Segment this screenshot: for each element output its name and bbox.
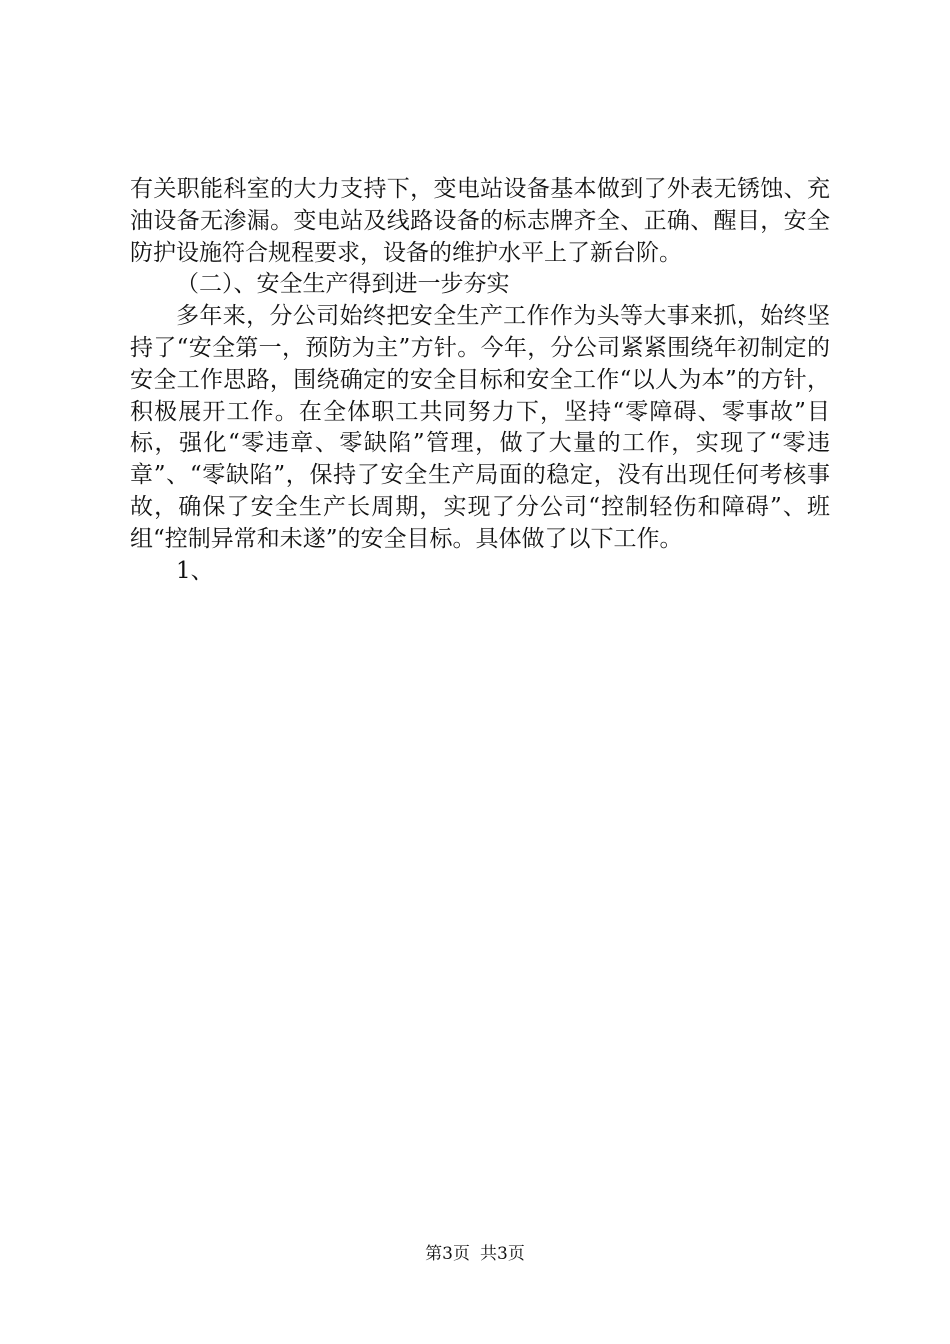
page-number-total: 共3页 [480, 1244, 525, 1264]
paragraph-safety-production: 多年来，分公司始终把安全生产工作作为头等大事来抓，始终坚持了“安全第一，预防为主”方针。今年，分公司紧紧围绕年初制定的安全工作思路，围绕确定的安全目标和安全工作“以人为本”的方针，积极展开工作。在全体职工共同努力下，坚持“零障碍、零事故”目标，强化“零违章、零缺陷”管理，做了大量的工作，实现了“零违章”、“零缺陷”，保持了安全生产局面的稳定，没有出现任何考核事故，确保了安全生产长周期，实现了分公司“控制轻伤和障碍”、班组“控制异常和未遂”的安全目标。具体做了以下工作。 [130, 303, 830, 552]
document-body [130, 174, 830, 587]
page-number-current: 第3页 [425, 1244, 470, 1264]
page-footer [0, 1244, 950, 1264]
list-item-number: 1、 [176, 557, 214, 584]
section-heading: （二）、安全生产得到进一步夯实 [176, 271, 510, 298]
paragraph-continuation: 有关职能科室的大力支持下，变电站设备基本做到了外表无锈蚀、充油设备无渗漏。变电站及线路设备的标志牌齐全、正确、醒目，安全防护设施符合规程要求，设备的维护水平上了新台阶。 [130, 176, 830, 266]
